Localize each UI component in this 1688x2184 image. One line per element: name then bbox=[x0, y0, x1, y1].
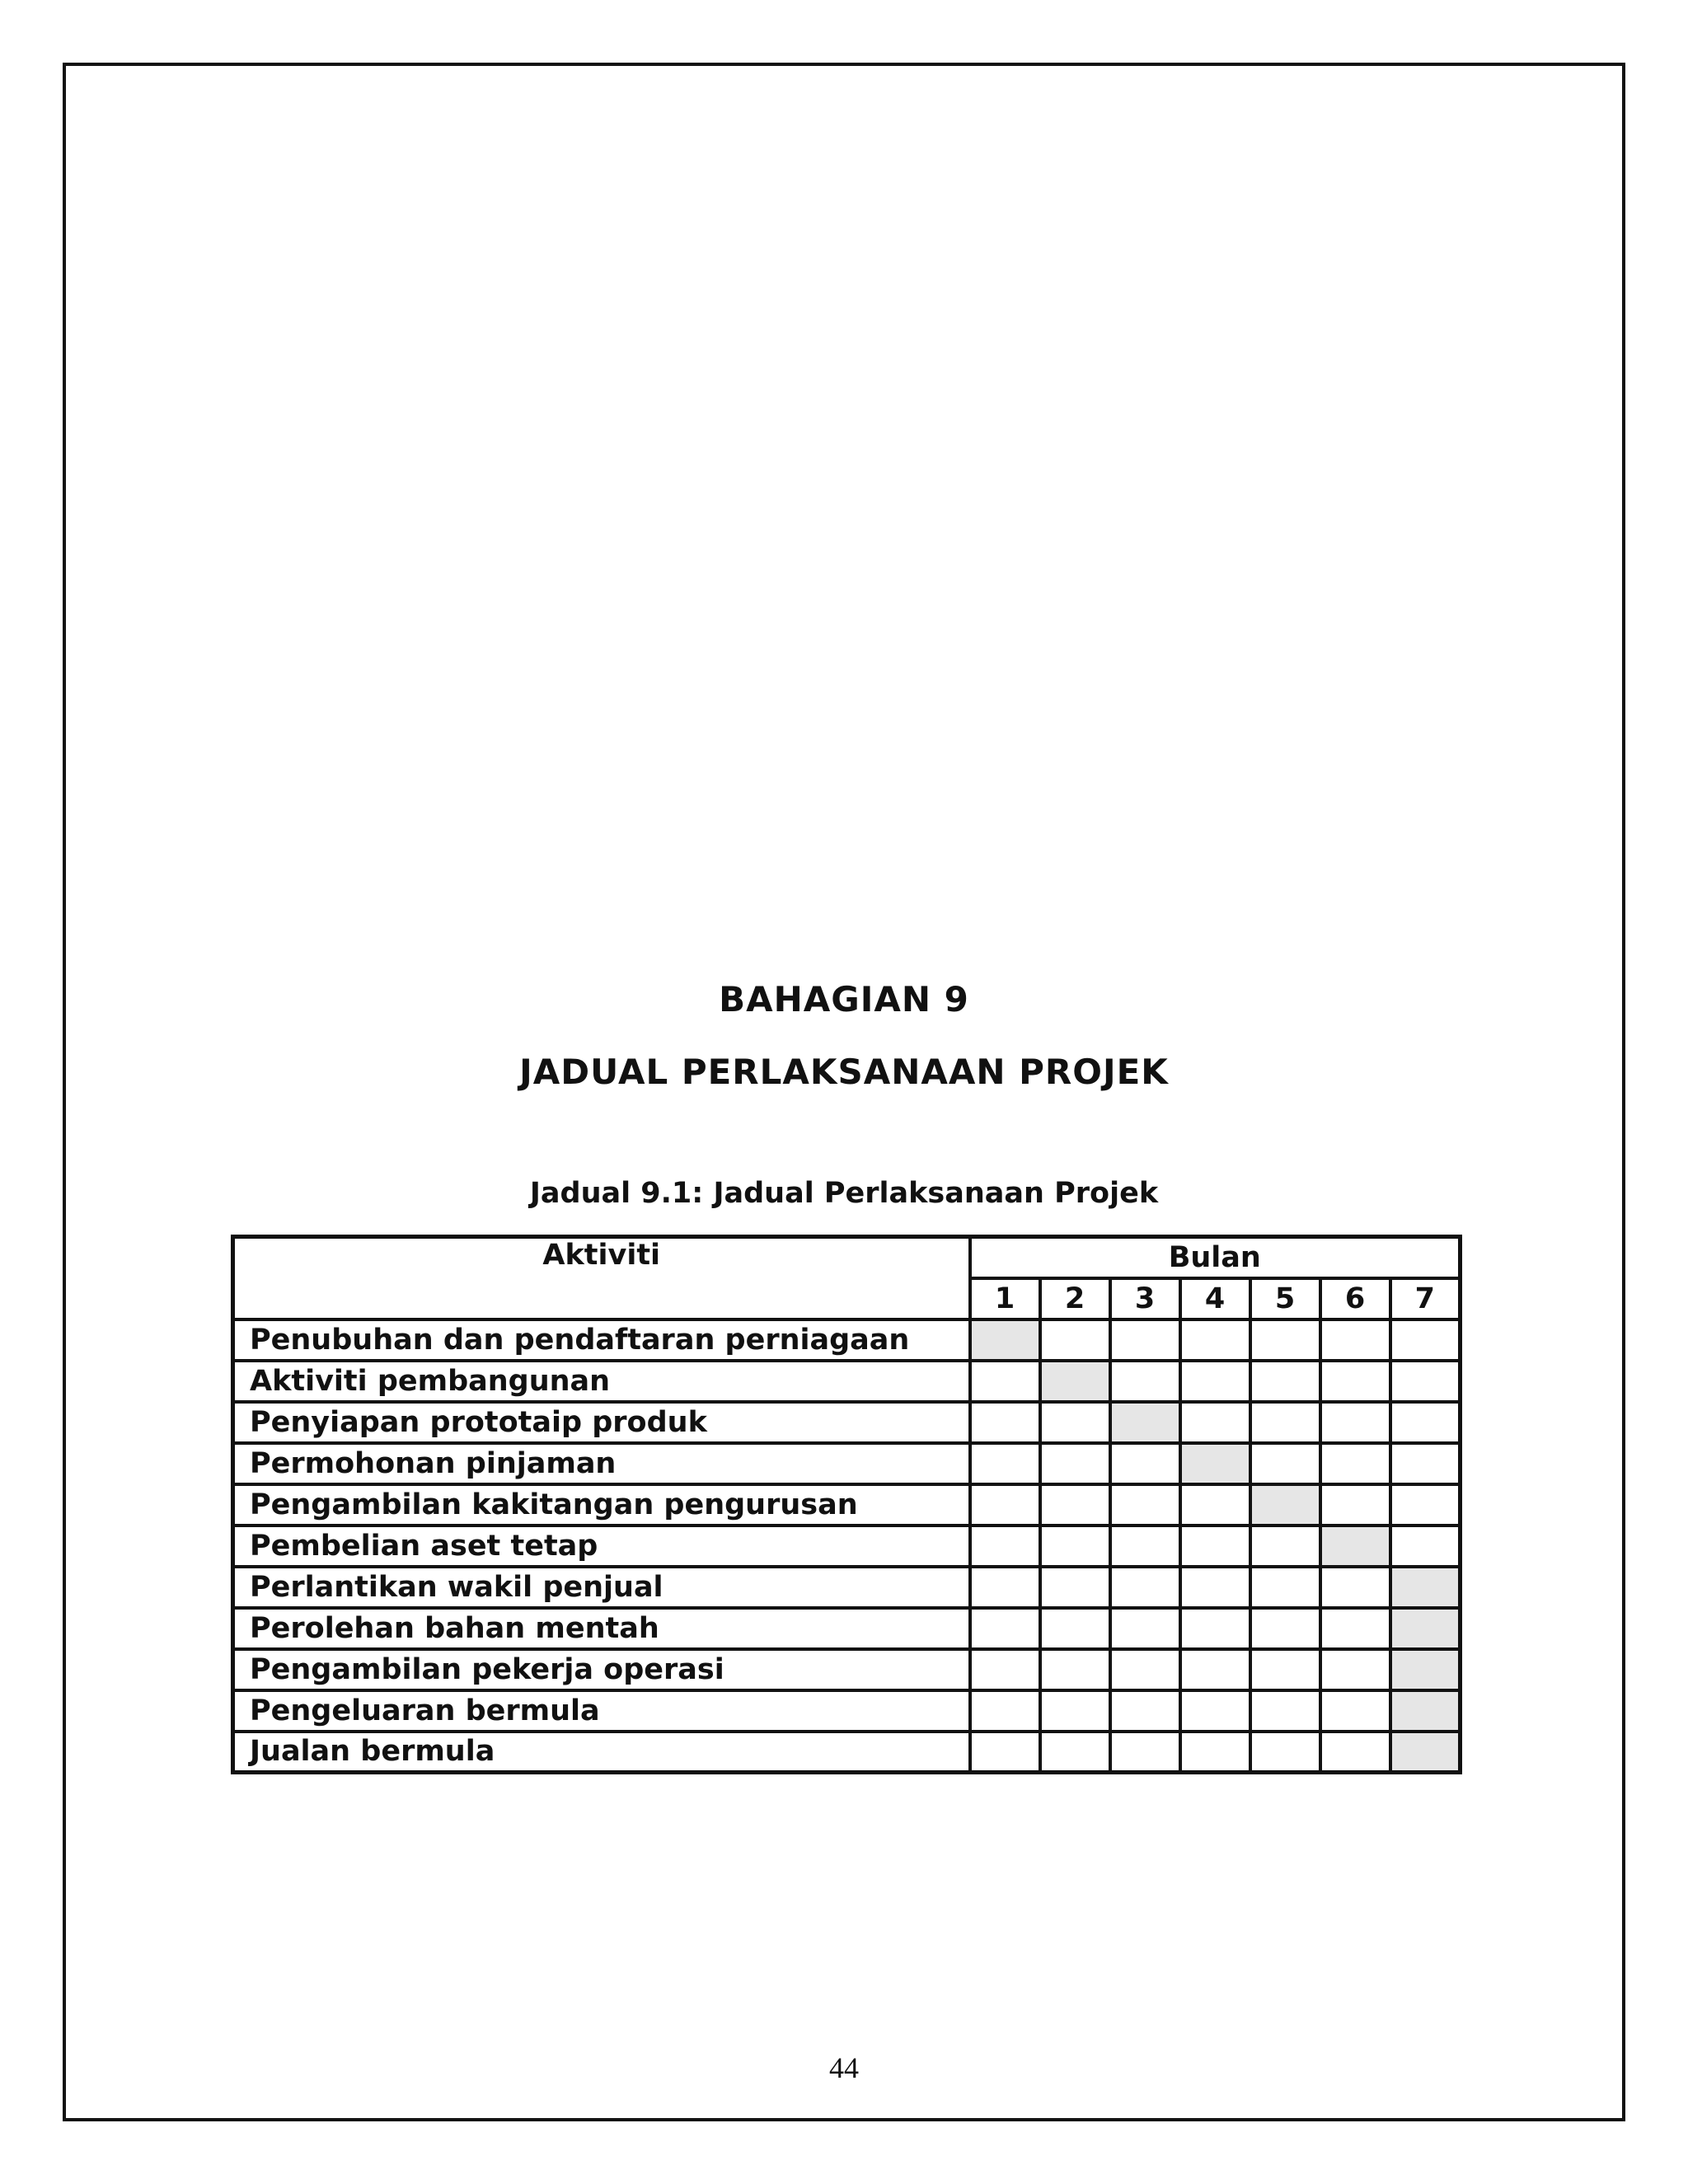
activity-name: Pembelian aset tetap bbox=[233, 1526, 970, 1567]
month-cell bbox=[1250, 1361, 1320, 1402]
activity-name: Penyiapan prototaip produk bbox=[233, 1402, 970, 1443]
month-cell bbox=[1250, 1690, 1320, 1732]
month-cell bbox=[1250, 1732, 1320, 1773]
month-cell bbox=[970, 1608, 1040, 1649]
month-cell bbox=[1320, 1443, 1390, 1484]
month-cell bbox=[1040, 1526, 1110, 1567]
table-row bbox=[233, 1361, 1461, 1402]
table-row bbox=[233, 1443, 1461, 1484]
month-cell bbox=[1040, 1649, 1110, 1690]
month-header: 2 bbox=[1040, 1278, 1110, 1319]
month-cell bbox=[1110, 1690, 1180, 1732]
month-cell bbox=[970, 1361, 1040, 1402]
month-header: 1 bbox=[970, 1278, 1040, 1319]
month-cell bbox=[1040, 1567, 1110, 1608]
scheduled-month-cell bbox=[1110, 1402, 1180, 1443]
table-row bbox=[233, 1608, 1461, 1649]
month-cell bbox=[1390, 1361, 1461, 1402]
month-cell bbox=[1320, 1649, 1390, 1690]
scheduled-month-cell bbox=[1320, 1526, 1390, 1567]
page-border bbox=[63, 63, 1625, 2121]
month-cell bbox=[1250, 1526, 1320, 1567]
month-cell bbox=[970, 1567, 1040, 1608]
month-cell bbox=[1110, 1567, 1180, 1608]
month-cell bbox=[1110, 1484, 1180, 1526]
month-cell bbox=[1180, 1690, 1250, 1732]
table-row bbox=[233, 1732, 1461, 1773]
month-cell bbox=[1390, 1443, 1461, 1484]
month-header: 6 bbox=[1320, 1278, 1390, 1319]
activity-name: Pengeluaran bermula bbox=[233, 1690, 970, 1732]
month-cell bbox=[1250, 1567, 1320, 1608]
section-number: BAHAGIAN 9 bbox=[719, 979, 969, 1019]
month-cell bbox=[1110, 1319, 1180, 1361]
activity-name: Penubuhan dan pendaftaran perniagaan bbox=[233, 1319, 970, 1361]
month-cell bbox=[1110, 1526, 1180, 1567]
table-row bbox=[233, 1567, 1461, 1608]
month-cell bbox=[1040, 1608, 1110, 1649]
scheduled-month-cell bbox=[1390, 1732, 1461, 1773]
month-cell bbox=[970, 1484, 1040, 1526]
month-cell bbox=[970, 1690, 1040, 1732]
table-row bbox=[233, 1649, 1461, 1690]
month-header: 4 bbox=[1180, 1278, 1250, 1319]
activity-name: Perolehan bahan mentah bbox=[233, 1608, 970, 1649]
month-cell bbox=[1040, 1402, 1110, 1443]
scheduled-month-cell bbox=[1390, 1690, 1461, 1732]
schedule-table bbox=[231, 1235, 1462, 1774]
activity-name: Perlantikan wakil penjual bbox=[233, 1567, 970, 1608]
month-cell bbox=[1180, 1608, 1250, 1649]
month-header: 3 bbox=[1110, 1278, 1180, 1319]
activity-name: Jualan bermula bbox=[233, 1732, 970, 1773]
month-cell bbox=[1320, 1361, 1390, 1402]
activity-name: Aktiviti pembangunan bbox=[233, 1361, 970, 1402]
scheduled-month-cell bbox=[1390, 1608, 1461, 1649]
page-number: 44 bbox=[829, 2051, 859, 2084]
month-cell bbox=[1390, 1319, 1461, 1361]
month-cell bbox=[1040, 1484, 1110, 1526]
month-cell bbox=[1110, 1608, 1180, 1649]
scheduled-month-cell bbox=[1040, 1361, 1110, 1402]
month-cell bbox=[1390, 1402, 1461, 1443]
table-caption: Jadual 9.1: Jadual Perlaksanaan Projek bbox=[529, 1177, 1159, 1210]
month-header: 5 bbox=[1250, 1278, 1320, 1319]
month-cell bbox=[1320, 1484, 1390, 1526]
scheduled-month-cell bbox=[1250, 1484, 1320, 1526]
table-row bbox=[233, 1319, 1461, 1361]
scheduled-month-cell bbox=[1390, 1567, 1461, 1608]
month-cell bbox=[1040, 1690, 1110, 1732]
month-cell bbox=[1180, 1649, 1250, 1690]
schedule-body bbox=[233, 1319, 1461, 1773]
month-cell bbox=[1180, 1484, 1250, 1526]
month-cell bbox=[1180, 1732, 1250, 1773]
month-cell bbox=[1040, 1443, 1110, 1484]
month-cell bbox=[1180, 1526, 1250, 1567]
month-cell bbox=[1320, 1732, 1390, 1773]
month-cell bbox=[1390, 1526, 1461, 1567]
month-cell bbox=[970, 1402, 1040, 1443]
month-cell bbox=[1320, 1567, 1390, 1608]
month-cell bbox=[970, 1443, 1040, 1484]
month-cell bbox=[1320, 1690, 1390, 1732]
month-cell bbox=[1040, 1319, 1110, 1361]
table-row bbox=[233, 1402, 1461, 1443]
month-cell bbox=[1110, 1443, 1180, 1484]
month-cell bbox=[1320, 1608, 1390, 1649]
activity-name: Pengambilan kakitangan pengurusan bbox=[233, 1484, 970, 1526]
month-cell bbox=[1250, 1649, 1320, 1690]
month-cell bbox=[1250, 1443, 1320, 1484]
month-group-header: Bulan bbox=[970, 1237, 1461, 1278]
activity-column-header: Aktiviti bbox=[233, 1237, 970, 1319]
activity-name: Pengambilan pekerja operasi bbox=[233, 1649, 970, 1690]
activity-name: Permohonan pinjaman bbox=[233, 1443, 970, 1484]
month-cell bbox=[1180, 1567, 1250, 1608]
month-cell bbox=[1110, 1649, 1180, 1690]
month-cell bbox=[970, 1649, 1040, 1690]
month-cell bbox=[1180, 1319, 1250, 1361]
month-cell bbox=[970, 1732, 1040, 1773]
month-cell bbox=[1390, 1484, 1461, 1526]
month-cell bbox=[1180, 1402, 1250, 1443]
scheduled-month-cell bbox=[1180, 1443, 1250, 1484]
scheduled-month-cell bbox=[1390, 1649, 1461, 1690]
month-cell bbox=[1110, 1361, 1180, 1402]
month-cell bbox=[1180, 1361, 1250, 1402]
month-header: 7 bbox=[1390, 1278, 1461, 1319]
month-cell bbox=[1040, 1732, 1110, 1773]
section-title: JADUAL PERLAKSANAAN PROJEK bbox=[519, 1052, 1169, 1092]
table-row bbox=[233, 1484, 1461, 1526]
month-cell bbox=[1250, 1608, 1320, 1649]
scheduled-month-cell bbox=[970, 1319, 1040, 1361]
table-row bbox=[233, 1526, 1461, 1567]
month-cell bbox=[1250, 1319, 1320, 1361]
table-row bbox=[233, 1690, 1461, 1732]
month-cell bbox=[1110, 1732, 1180, 1773]
month-cell bbox=[1320, 1319, 1390, 1361]
month-cell bbox=[1250, 1402, 1320, 1443]
month-cell bbox=[1320, 1402, 1390, 1443]
month-cell bbox=[970, 1526, 1040, 1567]
